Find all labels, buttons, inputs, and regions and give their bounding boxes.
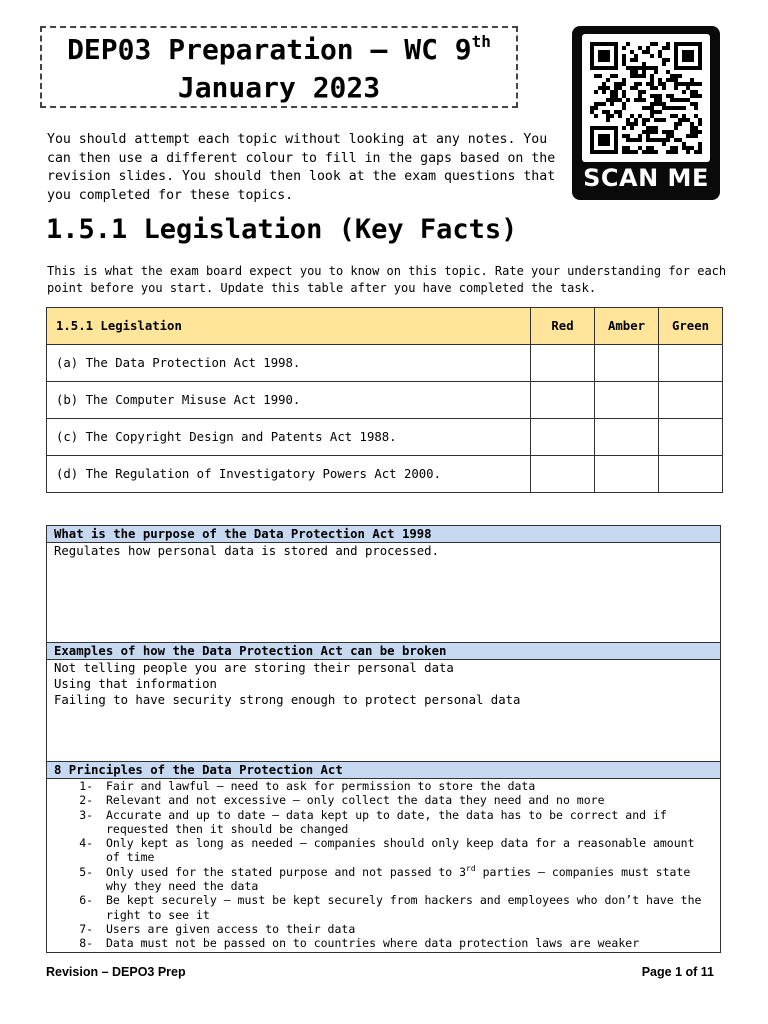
rag-red-cell[interactable] [531,456,595,493]
rag-green-cell[interactable] [659,419,723,456]
rag-red-cell[interactable] [531,345,595,382]
rag-header-red: Red [531,308,595,345]
table-row [47,345,723,382]
table-row [47,419,723,456]
list-item: 4. Only kept as long as needed – companies should only keep data for a reasonable amount of time [100,836,710,865]
rag-topic: (d) The Regulation of Investigatory Powers Act 2000. [47,456,531,493]
page-title-line1: DEP03 Preparation – WC 9th [67,32,491,66]
rag-topic: (c) The Copyright Design and Patents Act 1988. [47,419,531,456]
examples-answer[interactable] [47,660,720,708]
footer-left: Revision – DEPO3 Prep [46,965,186,979]
principles-heading: 8 Principles of the Data Protection Act [47,762,720,779]
list-item: 1. Fair and lawful – need to ask for permission to store the data [100,779,710,793]
list-item: 5. Only used for the stated purpose and not passed to 3rd parties – companies must state why they need the data [100,865,710,894]
table-row [47,382,723,419]
rag-topic: (b) The Computer Misuse Act 1990. [47,382,531,419]
rag-header-topic: 1.5.1 Legislation [47,308,531,345]
rag-topic: (a) The Data Protection Act 1998. [47,345,531,382]
rag-amber-cell[interactable] [595,345,659,382]
list-item: Not telling people you are storing their personal data [54,661,454,675]
principles-box [46,761,721,953]
rag-amber-cell[interactable] [595,382,659,419]
list-item: 8. Data must not be passed on to countries where data protection laws are weaker [100,936,710,950]
list-item: 2. Relevant and not excessive – only collect the data they need and no more [100,793,710,807]
scan-me-label: SCAN ME [583,164,709,192]
rag-table-header [47,308,723,345]
page-title-line2: January 2023 [177,71,381,104]
section-title: 1.5.1 Legislation (Key Facts) [46,214,518,245]
principles-list[interactable] [47,779,720,951]
rag-red-cell[interactable] [531,419,595,456]
title-box [40,26,518,108]
rag-header-green: Green [659,308,723,345]
expectation-text: This is what the exam board expect you to know on this topic. Rate your understanding for each point before you start. Update this table after you have completed the task. [47,264,727,295]
list-item: 7. Users are given access to their data [100,922,710,936]
rag-green-cell[interactable] [659,456,723,493]
rag-header-amber: Amber [595,308,659,345]
rag-table [46,307,723,493]
intro-text: You should attempt each topic without looking at any notes. You can then use a different colour to fill in the gaps based on the revision slides. You should then look at the exam questions that you completed for these topics. [47,132,556,203]
examples-box [46,642,721,762]
rag-amber-cell[interactable] [595,456,659,493]
list-item: Using that information [54,677,217,691]
qr-code-panel[interactable] [572,26,720,200]
rag-amber-cell[interactable] [595,419,659,456]
page-number: Page 1 of 11 [641,965,714,979]
rag-green-cell[interactable] [659,382,723,419]
rag-red-cell[interactable] [531,382,595,419]
list-item: 6. Be kept securely – must be kept securely from hackers and employees who don’t have the right to see it [100,893,710,922]
list-item: Failing to have security strong enough to protect personal data [54,693,521,707]
purpose-answer[interactable]: Regulates how personal data is stored and processed. [54,544,439,558]
examples-heading: Examples of how the Data Protection Act can be broken [47,643,720,660]
purpose-heading: What is the purpose of the Data Protection Act 1998 [47,526,720,543]
qr-code-icon [582,34,710,162]
rag-green-cell[interactable] [659,345,723,382]
table-row [47,456,723,493]
list-item: 3. Accurate and up to date – data kept up to date, the data has to be correct and if requested then it should be changed [100,808,710,837]
purpose-box [46,525,721,643]
